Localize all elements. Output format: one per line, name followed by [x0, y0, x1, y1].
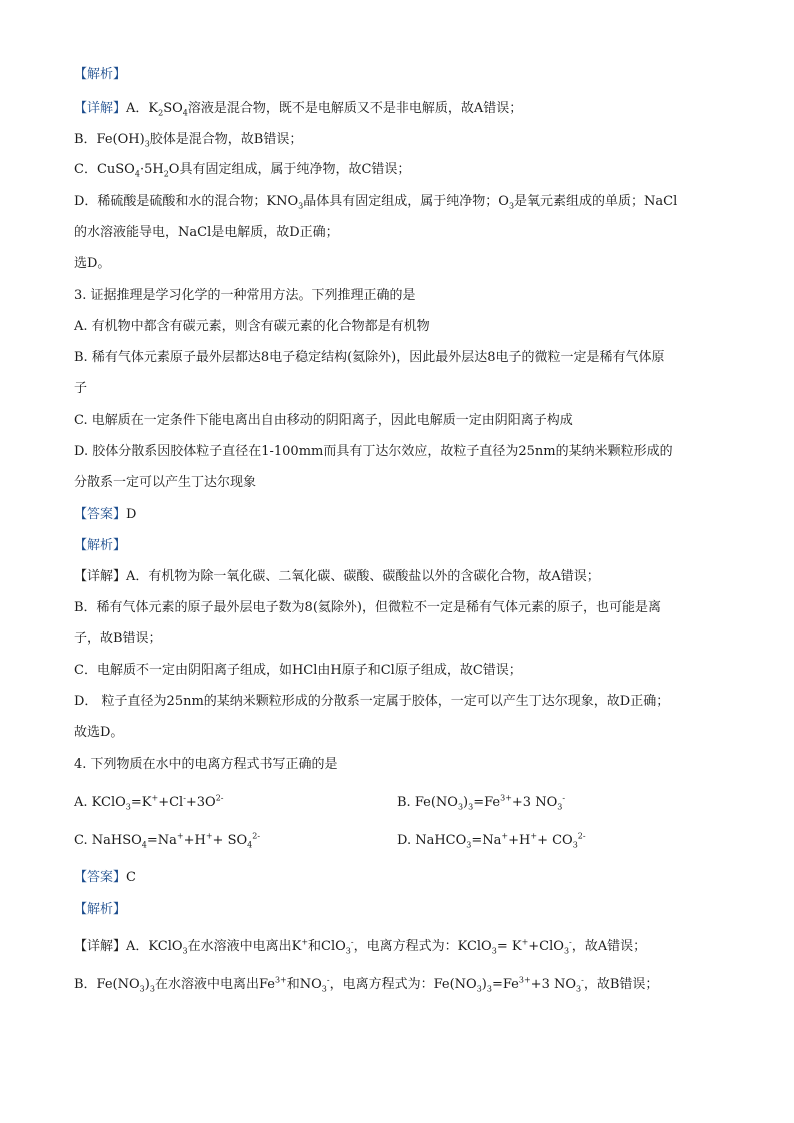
text: +3 NO — [511, 795, 558, 810]
question-3-answer — [74, 506, 724, 524]
text: O具有固定组成，属于纯净物，故C错误； — [168, 162, 411, 177]
superscript: 2- — [215, 793, 224, 803]
text: ) — [481, 977, 487, 992]
text: + SO — [212, 833, 248, 848]
superscript: + — [301, 937, 309, 947]
subscript: 3 — [508, 201, 515, 211]
text: ，电离方程式为：KClO — [353, 939, 492, 954]
text: ，故B错误； — [583, 977, 659, 992]
detail-label: 【详解】 — [74, 101, 127, 116]
superscript: + — [521, 937, 529, 947]
text: A. KClO — [74, 795, 126, 810]
subscript: 3 — [144, 139, 150, 149]
text: =Fe — [473, 795, 501, 810]
text: 【详解】A．KClO — [74, 939, 183, 954]
subscript: 3 — [576, 984, 582, 994]
superscript: + — [501, 831, 509, 841]
superscript: - — [562, 793, 566, 803]
subscript: 3 — [491, 946, 497, 956]
subscript: 3 — [557, 802, 563, 812]
question-3-detail-b-continued: 子，故B错误； — [74, 631, 162, 646]
text: C．CuSO — [74, 162, 135, 177]
subscript: 4 — [141, 840, 147, 850]
text: =Fe — [491, 977, 519, 992]
text: C. NaHSO — [74, 833, 142, 848]
question-3-option-d: D. 胶体分散系因胶体粒子直径在1-100mm而具有丁达尔效应，故粒子直径为25nm的某纳米颗粒形成的 — [74, 444, 673, 459]
superscript: 2- — [252, 831, 261, 841]
text: +3 NO — [530, 977, 577, 992]
text: ) — [144, 977, 150, 992]
superscript: + — [176, 831, 184, 841]
text: =Na — [471, 833, 502, 848]
subscript: 3 — [476, 984, 482, 994]
superscript: - — [581, 975, 584, 985]
question-3-option-b: B. 稀有气体元素原子最外层都达8电子稳定结构(氦除外)，因此最外层达8电子的微粒一定是稀有气体原 — [74, 350, 665, 365]
subscript: 3 — [125, 802, 131, 812]
question-4-option-b — [397, 794, 727, 812]
text: ) — [463, 795, 469, 810]
superscript: + — [151, 793, 159, 803]
text: D. NaHCO — [397, 833, 467, 848]
question-3-conclusion: 故选D。 — [74, 725, 124, 740]
superscript: 3+ — [500, 793, 512, 803]
text: SO — [163, 101, 183, 116]
answer-value: D — [126, 507, 137, 522]
question-3-detail-c: C．电解质不一定由阴阳离子组成，如HCl由H原子和Cl原子组成，故C错误； — [74, 663, 522, 678]
superscript: - — [350, 937, 354, 947]
subscript: 3 — [468, 802, 474, 812]
question-4-option-c — [74, 832, 374, 850]
subscript: 3 — [572, 840, 578, 850]
subscript: 4 — [134, 169, 140, 179]
text: B. Fe(NO — [397, 795, 458, 810]
subscript: 2 — [158, 108, 164, 118]
question-4-option-a — [74, 794, 374, 812]
question-3-option-d-continued: 分散系一定可以产生丁达尔现象 — [74, 475, 257, 490]
text: =Na — [146, 833, 177, 848]
question-3-detail-a: 【详解】A．有机物为除一氧化碳、二氧化碳、碳酸、碳酸盐以外的含碳化合物，故A错误； — [74, 569, 600, 584]
subscript: 2 — [163, 169, 169, 179]
text: +H — [508, 833, 531, 848]
subscript: 3 — [466, 840, 472, 850]
answer-label: 【答案】 — [74, 870, 127, 885]
text: +3O — [185, 795, 216, 810]
question-4-detail-b — [74, 976, 724, 994]
text: 是氧元素组成的单质；NaCl — [514, 194, 678, 209]
text: +H — [183, 833, 206, 848]
text: =K — [130, 795, 152, 810]
detail-option-a — [74, 100, 724, 118]
text: D．稀硫酸是硫酸和水的混合物；KNO — [74, 194, 299, 209]
analysis-label: 【解析】 — [74, 67, 127, 82]
superscript: + — [205, 831, 213, 841]
subscript: 4 — [247, 840, 253, 850]
conclusion: 选D。 — [74, 256, 111, 271]
superscript: 3+ — [274, 975, 287, 985]
detail-option-b — [74, 131, 724, 149]
detail-option-d-continued: 的水溶液能导电，NaCl是电解质，故D正确； — [74, 225, 339, 240]
text: ，故A错误； — [571, 939, 647, 954]
text: B．Fe(OH) — [74, 132, 145, 147]
text: B．Fe(NO — [74, 977, 140, 992]
subscript: 3 — [457, 802, 464, 812]
superscript: - — [569, 937, 572, 947]
subscript: 3 — [149, 984, 155, 994]
subscript: 3 — [345, 946, 351, 956]
question-4-stem: 4. 下列物质在水中的电离方程式书写正确的是 — [74, 757, 338, 772]
question-3-option-c: C. 电解质在一定条件下能电离出自由移动的阴阳离子，因此电解质一定由阴阳离子构成 — [74, 413, 573, 428]
text: +Cl — [158, 795, 184, 810]
superscript: - — [326, 975, 330, 985]
subscript: 3 — [298, 201, 304, 211]
superscript: + — [530, 831, 538, 841]
text: A．K — [126, 101, 159, 116]
text: + CO — [537, 833, 573, 848]
text: 溶液是混合物，既不是电解质又不是非电解质，故A错误； — [187, 101, 523, 116]
question-3-option-a: A. 有机物中都含有碳元素，则含有碳元素的化合物都是有机物 — [74, 319, 430, 334]
subscript: 3 — [182, 946, 188, 956]
question-4-answer — [74, 869, 724, 887]
subscript: 4 — [182, 108, 188, 118]
superscript: 3+ — [518, 975, 531, 985]
text: +ClO — [528, 939, 564, 954]
text: = K — [496, 939, 522, 954]
question-3-detail-b: B．稀有气体元素的原子最外层电子数为8(氦除外)，但微粒不一定是稀有气体元素的原子，也可能是离 — [74, 600, 661, 615]
question-4-analysis-label: 【解析】 — [74, 902, 127, 917]
question-4-detail-a — [74, 938, 724, 956]
detail-option-c — [74, 161, 724, 179]
text: ，电离方程式为：Fe(NO — [329, 977, 477, 992]
subscript: 3 — [139, 984, 145, 994]
question-3-stem: 3. 证据推理是学习化学的一种常用方法。下列推理正确的是 — [74, 288, 416, 303]
question-3-option-b-continued: 子 — [74, 381, 88, 396]
superscript: - — [183, 793, 186, 803]
subscript: 3 — [321, 984, 327, 994]
text: 在水溶液中电离出K — [187, 939, 302, 954]
subscript: 3 — [563, 946, 570, 956]
text: ·5H — [139, 162, 164, 177]
superscript: 2- — [577, 831, 586, 841]
question-4-option-d — [397, 832, 727, 850]
text: 和ClO — [308, 939, 346, 954]
detail-option-d — [74, 193, 724, 211]
subscript: 3 — [486, 984, 492, 994]
answer-label: 【答案】 — [74, 507, 127, 522]
text: 和NO — [286, 977, 322, 992]
text: 胶体是混合物，故B错误； — [149, 132, 303, 147]
question-3-detail-d: D． 粒子直径为25nm的某纳米颗粒形成的分散系一定属于胶体，一定可以产生丁达尔现象，故D正确； — [74, 694, 670, 709]
text: 晶体具有固定组成，属于纯净物；O — [303, 194, 509, 209]
question-3-analysis-label: 【解析】 — [74, 538, 127, 553]
text: 在水溶液中电离出Fe — [154, 977, 275, 992]
answer-value: C — [126, 870, 136, 885]
